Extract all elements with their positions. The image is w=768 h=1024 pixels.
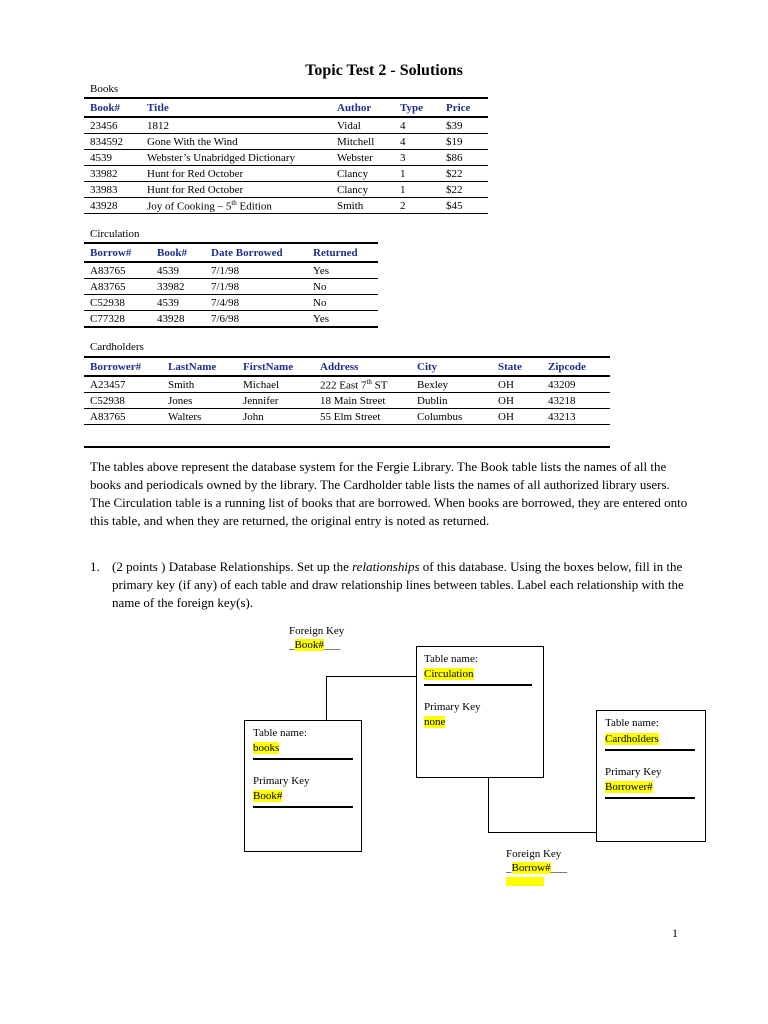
table-name-underline (424, 684, 532, 686)
table-cell: Clancy (331, 166, 394, 182)
table-cell: Dublin (411, 393, 492, 409)
column-header: Zipcode (542, 357, 610, 376)
table-row-empty (84, 425, 610, 448)
primary-key-label: Primary Key (253, 775, 310, 787)
table-cell: Jones (162, 393, 237, 409)
table-cell: $39 (440, 117, 488, 134)
table-cell: 43928 (151, 311, 205, 328)
books-table (84, 97, 488, 214)
table-cell: Yes (307, 262, 378, 279)
table-cell: 18 Main Street (314, 393, 411, 409)
table-cell: Hunt for Red October (141, 166, 331, 182)
table-row (84, 262, 378, 279)
table-cell: 33982 (151, 279, 205, 295)
table-row (84, 376, 610, 393)
page-title: Topic Test 2 - Solutions (305, 62, 463, 79)
column-header: Book# (84, 98, 141, 117)
address-street: 222 East 7 (320, 379, 367, 392)
cardholders-caption: Cardholders (90, 341, 144, 353)
relationship-line-books-circulation (326, 676, 417, 721)
table-row (84, 295, 378, 311)
table-cell: Jennifer (237, 393, 314, 409)
table-cell: $22 (440, 182, 488, 198)
primary-key-label: Primary Key (605, 766, 662, 778)
circulation-table-box (416, 646, 544, 778)
table-cell: OH (492, 376, 542, 393)
table-name-value: Cardholders (605, 733, 659, 745)
table-cell: 7/6/98 (205, 311, 307, 328)
table-name-underline (605, 749, 695, 751)
column-header: Author (331, 98, 394, 117)
table-cell: No (307, 295, 378, 311)
table-cell: 1812 (141, 117, 331, 134)
table-cell: 43213 (542, 409, 610, 425)
column-header: State (492, 357, 542, 376)
question-emphasis: relationships (352, 559, 420, 574)
table-cell: 4539 (151, 262, 205, 279)
table-name-value: books (253, 742, 280, 754)
column-header: Price (440, 98, 488, 117)
column-header: Title (141, 98, 331, 117)
table-cell: 4539 (151, 295, 205, 311)
table-row (84, 279, 378, 295)
books-table-box (244, 720, 362, 852)
table-row (84, 198, 488, 214)
table-cell (314, 376, 411, 393)
table-name-value: Circulation (424, 668, 474, 680)
table-cell: OH (492, 409, 542, 425)
table-header-row (84, 357, 610, 376)
table-cell: Michael (237, 376, 314, 393)
table-cell: Smith (162, 376, 237, 393)
table-row (84, 166, 488, 182)
question-text (112, 558, 690, 612)
table-cell: 834592 (84, 134, 141, 150)
table-cell: C77328 (84, 311, 151, 328)
edition-title: Joy of Cooking – 5 (147, 200, 232, 213)
table-row (84, 393, 610, 409)
table-header-row (84, 98, 488, 117)
cardholders-table-box (596, 710, 706, 842)
table-cell: 43218 (542, 393, 610, 409)
fk-left-label: Foreign Key (289, 625, 345, 637)
table-row (84, 311, 378, 328)
circulation-table (84, 242, 378, 328)
table-cell: 7/1/98 (205, 279, 307, 295)
table-cell: John (237, 409, 314, 425)
question-pre: (2 points ) Database Relationships. Set up the (112, 559, 353, 574)
fk-right-label: Foreign Key (506, 848, 562, 860)
table-cell: A83765 (84, 262, 151, 279)
column-header: Returned (307, 243, 378, 262)
column-header: FirstName (237, 357, 314, 376)
table-cell: OH (492, 393, 542, 409)
table-cell: 1 (394, 166, 440, 182)
table-cell: Yes (307, 311, 378, 328)
circulation-caption: Circulation (90, 228, 140, 240)
table-cell: 23456 (84, 117, 141, 134)
table-name-label: Table name: (253, 727, 307, 739)
table-name-label: Table name: (424, 653, 478, 665)
table-cell: 43209 (542, 376, 610, 393)
table-cell: 33982 (84, 166, 141, 182)
table-cell: A83765 (84, 279, 151, 295)
table-cell: $22 (440, 166, 488, 182)
column-header: Type (394, 98, 440, 117)
table-name-underline (253, 758, 353, 760)
table-cell: Columbus (411, 409, 492, 425)
table-row (84, 150, 488, 166)
question-number: 1. (90, 559, 100, 574)
page-number: 1 (672, 926, 678, 940)
table-cell: Smith (331, 198, 394, 214)
table-name-label: Table name: (605, 717, 659, 729)
table-cell: 2 (394, 198, 440, 214)
fk-right-value: _Borrow#___ (506, 862, 568, 874)
column-header: Borrower# (84, 357, 162, 376)
table-cell: Mitchell (331, 134, 394, 150)
table-cell: $86 (440, 150, 488, 166)
column-header: Date Borrowed (205, 243, 307, 262)
table-cell: A23457 (84, 376, 162, 393)
table-cell (141, 198, 331, 214)
table-cell: $19 (440, 134, 488, 150)
primary-key-underline (605, 797, 695, 799)
column-header: City (411, 357, 492, 376)
table-cell: 3 (394, 150, 440, 166)
books-caption: Books (90, 83, 119, 95)
table-cell: $45 (440, 198, 488, 214)
fk-right-highlight: Borrow# (511, 862, 551, 874)
table-cell: 4 (394, 134, 440, 150)
table-cell: 55 Elm Street (314, 409, 411, 425)
column-header: Book# (151, 243, 205, 262)
table-cell: Clancy (331, 182, 394, 198)
column-header: Address (314, 357, 411, 376)
table-cell: 4539 (84, 150, 141, 166)
table-cell: Vidal (331, 117, 394, 134)
description-paragraph: The tables above represent the database system for the Fergie Library. The Book table lists the names of all the books and periodicals owned by the library. The Cardholder table lists the names of all authorized library users. The Circulation table is a running list of books that are borrowed. When books are borrowed, they are entered onto this table, and when they are returned, the original entry is noted as returned. (90, 459, 688, 528)
primary-key-value: Book# (253, 790, 283, 802)
edition-sup: th (231, 198, 237, 207)
table-cell: Bexley (411, 376, 492, 393)
table-cell: Webster (331, 150, 394, 166)
edition-suffix: Edition (236, 200, 272, 213)
table-cell: C52938 (84, 295, 151, 311)
table-row (84, 409, 610, 425)
address-sup: th (366, 377, 372, 386)
cardholders-table (84, 356, 610, 448)
address-suffix: ST (371, 379, 388, 392)
table-cell: A83765 (84, 409, 162, 425)
table-row (84, 182, 488, 198)
table-cell: 33983 (84, 182, 141, 198)
table-cell: C52938 (84, 393, 162, 409)
question-post: of this database. Using the boxes below, fill in the primary key (if any) of each table and draw relationship lines between tables. Label each relationship with the name of the foreign key(s). (112, 559, 684, 610)
table-cell: Hunt for Red October (141, 182, 331, 198)
table-row (84, 117, 488, 134)
primary-key-underline (253, 806, 353, 808)
table-cell: 4 (394, 117, 440, 134)
column-header: LastName (162, 357, 237, 376)
table-cell: 7/1/98 (205, 262, 307, 279)
table-cell: Webster’s Unabridged Dictionary (141, 150, 331, 166)
table-cell: No (307, 279, 378, 295)
table-cell: 1 (394, 182, 440, 198)
highlight-mark (506, 877, 544, 886)
table-cell: Walters (162, 409, 237, 425)
primary-key-value: Borrower# (605, 781, 653, 793)
primary-key-value: none (424, 716, 446, 728)
column-header: Borrow# (84, 243, 151, 262)
fk-left-value: _Book#___ (289, 639, 341, 651)
table-cell: Gone With the Wind (141, 134, 331, 150)
table-header-row (84, 243, 378, 262)
question-1 (90, 558, 690, 612)
primary-key-label: Primary Key (424, 701, 481, 713)
table-cell: 43928 (84, 198, 141, 214)
table-row (84, 134, 488, 150)
relationship-line-circulation-cardholders (488, 777, 597, 833)
table-cell: 7/4/98 (205, 295, 307, 311)
fk-left-highlight: Book# (294, 639, 324, 651)
